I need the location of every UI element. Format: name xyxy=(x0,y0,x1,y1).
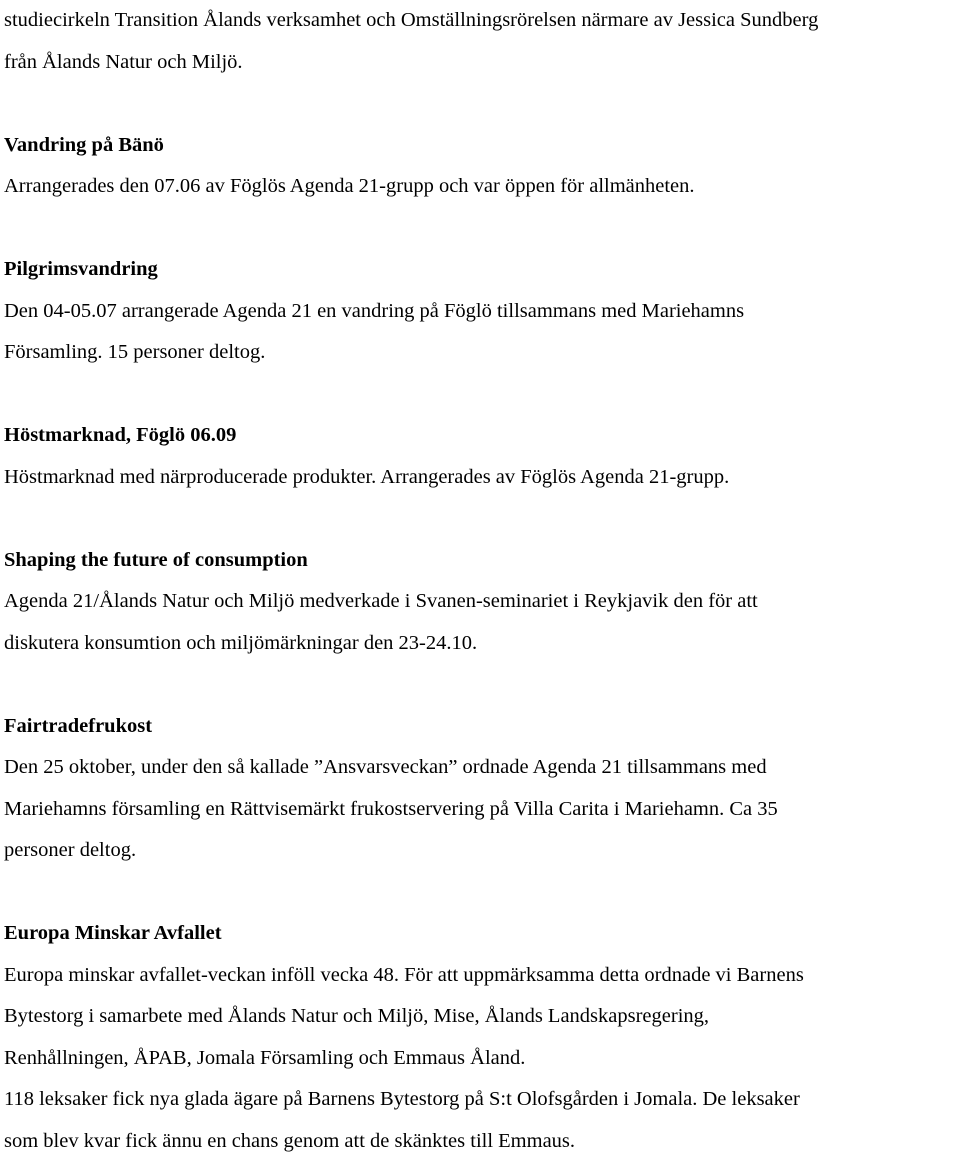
paragraph-line: Församling. 15 personer deltog. xyxy=(4,332,952,374)
paragraph-line: Höstmarknad med närproducerade produkter. Arrangerades av Föglös Agenda 21-grupp. xyxy=(4,457,952,499)
section-fairtradefrukost xyxy=(4,706,952,872)
paragraph-line: Arrangerades den 07.06 av Föglös Agenda 21-grupp och var öppen för allmänheten. xyxy=(4,166,952,208)
paragraph-gap xyxy=(4,872,952,914)
paragraph-line: Bytestorg i samarbete med Ålands Natur och Miljö, Mise, Ålands Landskapsregering, xyxy=(4,996,952,1038)
paragraph-line: Agenda 21/Ålands Natur och Miljö medverkade i Svanen-seminariet i Reykjavik den för att xyxy=(4,581,952,623)
paragraph-line: Europa minskar avfallet-veckan inföll vecka 48. För att uppmärksamma detta ordnade vi Barnens xyxy=(4,955,952,997)
section-europa-minskar-avfallet xyxy=(4,913,952,1162)
section-heading: Fairtradefrukost xyxy=(4,706,952,748)
section-shaping-the-future xyxy=(4,540,952,665)
paragraph-gap xyxy=(4,208,952,250)
paragraph-line: studiecirkeln Transition Ålands verksamhet och Omställningsrörelsen närmare av Jessica Sundberg xyxy=(4,0,952,42)
document-page xyxy=(4,0,952,1162)
paragraph-line: diskutera konsumtion och miljömärkningar den 23-24.10. xyxy=(4,623,952,665)
section-hostmarknad xyxy=(4,415,952,498)
section-heading: Shaping the future of consumption xyxy=(4,540,952,582)
section-heading: Vandring på Bänö xyxy=(4,125,952,167)
section-heading: Europa Minskar Avfallet xyxy=(4,913,952,955)
paragraph-gap xyxy=(4,83,952,125)
section-heading: Höstmarknad, Föglö 06.09 xyxy=(4,415,952,457)
paragraph-line: 118 leksaker fick nya glada ägare på Barnens Bytestorg på S:t Olofsgården i Jomala. De leksaker xyxy=(4,1079,952,1121)
paragraph-line: Renhållningen, ÅPAB, Jomala Församling och Emmaus Åland. xyxy=(4,1038,952,1080)
paragraph-gap xyxy=(4,664,952,706)
section-heading: Pilgrimsvandring xyxy=(4,249,952,291)
paragraph-line: Mariehamns församling en Rättvisemärkt frukostservering på Villa Carita i Mariehamn. Ca 35 xyxy=(4,789,952,831)
intro-paragraph xyxy=(4,0,952,83)
section-vandring xyxy=(4,125,952,208)
paragraph-gap xyxy=(4,374,952,416)
paragraph-gap xyxy=(4,498,952,540)
paragraph-line: från Ålands Natur och Miljö. xyxy=(4,42,952,84)
paragraph-line: som blev kvar fick ännu en chans genom att de skänktes till Emmaus. xyxy=(4,1121,952,1162)
paragraph-line: Den 25 oktober, under den så kallade ”Ansvarsveckan” ordnade Agenda 21 tillsammans med xyxy=(4,747,952,789)
section-pilgrimsvandring xyxy=(4,249,952,374)
paragraph-line: Den 04-05.07 arrangerade Agenda 21 en vandring på Föglö tillsammans med Mariehamns xyxy=(4,291,952,333)
paragraph-line: personer deltog. xyxy=(4,830,952,872)
